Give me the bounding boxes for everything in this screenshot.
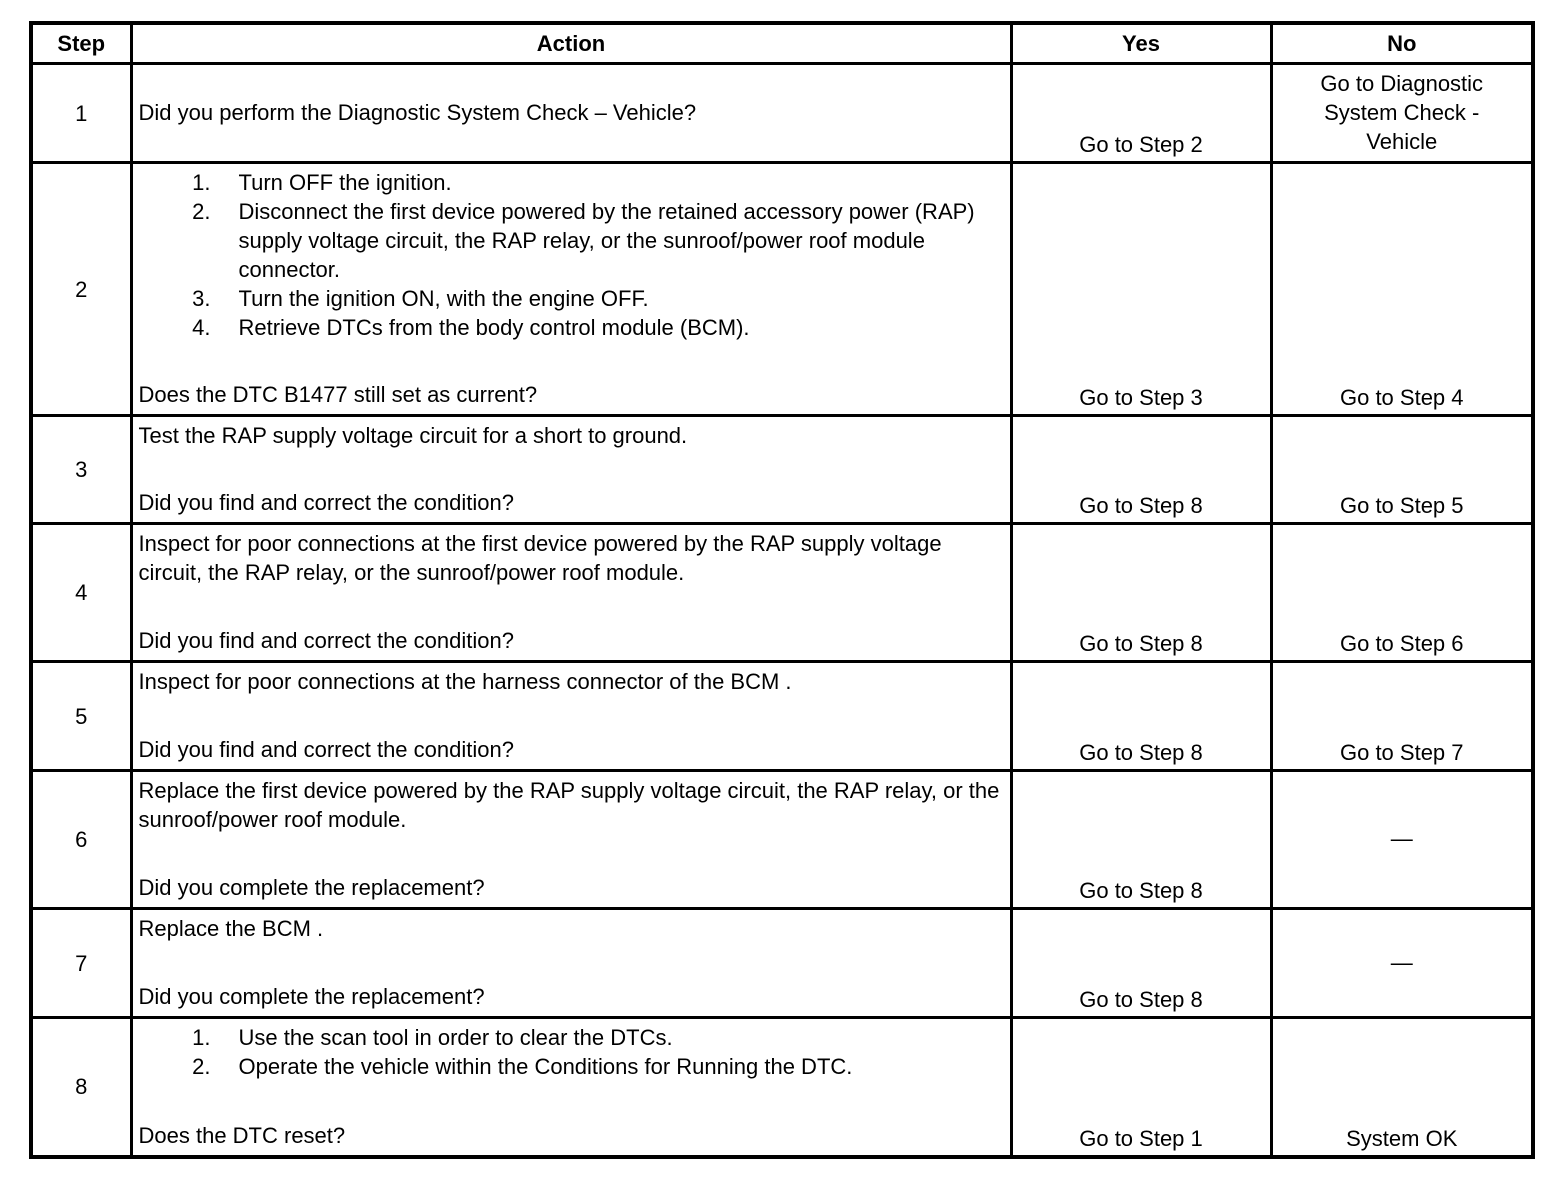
action-question: Does the DTC reset? bbox=[138, 1123, 346, 1148]
table-row bbox=[31, 163, 1533, 416]
header-row bbox=[31, 23, 1533, 64]
header-no: No bbox=[1271, 23, 1533, 64]
action-question: Did you find and correct the condition? bbox=[138, 737, 514, 762]
yes-cell: Go to Step 8 bbox=[1011, 524, 1271, 662]
action-instruction: Replace the BCM . bbox=[138, 916, 324, 941]
step-number: 7 bbox=[31, 909, 131, 1018]
action-cell bbox=[131, 909, 1011, 1018]
yes-cell: Go to Step 2 bbox=[1011, 64, 1271, 163]
step-number: 3 bbox=[31, 416, 131, 524]
action-cell bbox=[131, 64, 1011, 163]
table-row bbox=[31, 1018, 1533, 1157]
header-step: Step bbox=[31, 23, 131, 64]
action-cell bbox=[131, 1018, 1011, 1157]
action-question: Did you find and correct the condition? bbox=[138, 628, 514, 653]
action-cell bbox=[131, 416, 1011, 524]
header-yes: Yes bbox=[1011, 23, 1271, 64]
yes-cell: Go to Step 1 bbox=[1011, 1018, 1271, 1157]
table-row bbox=[31, 771, 1533, 909]
list-item: 2. Operate the vehicle within the Conditions for Running the DTC. bbox=[192, 1054, 853, 1079]
list-item: 1. Turn OFF the ignition. bbox=[192, 170, 452, 195]
action-cell bbox=[131, 771, 1011, 909]
no-cell: Go to Step 5 bbox=[1271, 416, 1533, 524]
list-item: 4. Retrieve DTCs from the body control module (BCM). bbox=[192, 315, 750, 340]
header-action: Action bbox=[131, 23, 1011, 64]
yes-cell: Go to Step 8 bbox=[1011, 416, 1271, 524]
yes-cell: Go to Step 3 bbox=[1011, 163, 1271, 416]
table-row bbox=[31, 909, 1533, 1018]
table-row bbox=[31, 416, 1533, 524]
action-question: Did you complete the replacement? bbox=[138, 875, 485, 900]
no-cell: Go to Step 4 bbox=[1271, 163, 1533, 416]
diagnostic-table bbox=[29, 21, 1535, 1159]
action-question: Did you find and correct the condition? bbox=[138, 490, 514, 515]
action-steps-list bbox=[139, 1023, 1004, 1081]
action-question: Does the DTC B1477 still set as current? bbox=[138, 382, 538, 407]
action-instruction: Test the RAP supply voltage circuit for a short to ground. bbox=[138, 423, 688, 448]
no-dash: — bbox=[1271, 771, 1533, 909]
list-item: 1. Use the scan tool in order to clear the DTCs. bbox=[192, 1025, 673, 1050]
action-question: Did you complete the replacement? bbox=[138, 984, 485, 1009]
step-number: 8 bbox=[31, 1018, 131, 1157]
table-row bbox=[31, 524, 1533, 662]
action-instruction: Replace the first device powered by the RAP supply voltage circuit, the RAP relay, or the sunroof/power roof module. bbox=[138, 778, 1000, 832]
action-instruction: Inspect for poor connections at the harness connector of the BCM . bbox=[138, 669, 792, 694]
action-instruction: Inspect for poor connections at the first device powered by the RAP supply voltage circuit, the RAP relay, or the sunroof/power roof module. bbox=[138, 531, 942, 585]
table-row bbox=[31, 662, 1533, 771]
yes-cell: Go to Step 8 bbox=[1011, 662, 1271, 771]
action-steps-list bbox=[139, 168, 1004, 342]
no-dash: — bbox=[1271, 909, 1533, 1018]
yes-cell: Go to Step 8 bbox=[1011, 771, 1271, 909]
action-cell bbox=[131, 163, 1011, 416]
no-cell: Go to Step 7 bbox=[1271, 662, 1533, 771]
action-cell bbox=[131, 662, 1011, 771]
step-number: 6 bbox=[31, 771, 131, 909]
yes-cell: Go to Step 8 bbox=[1011, 909, 1271, 1018]
list-item: 3. Turn the ignition ON, with the engine OFF. bbox=[192, 286, 649, 311]
no-cell: Go to Diagnostic System Check - Vehicle bbox=[1271, 64, 1533, 163]
table-row bbox=[31, 64, 1533, 163]
list-item: 2. Disconnect the first device powered by the retained accessory power (RAP) supply voltage circuit, the RAP relay, or the sunroof/power roof module connector. bbox=[192, 199, 975, 282]
step-number: 1 bbox=[31, 64, 131, 163]
step-number: 5 bbox=[31, 662, 131, 771]
no-cell: Go to Step 6 bbox=[1271, 524, 1533, 662]
step-number: 2 bbox=[31, 163, 131, 416]
action-question: Did you perform the Diagnostic System Check – Vehicle? bbox=[138, 100, 697, 125]
no-cell: System OK bbox=[1271, 1018, 1533, 1157]
step-number: 4 bbox=[31, 524, 131, 662]
action-cell bbox=[131, 524, 1011, 662]
